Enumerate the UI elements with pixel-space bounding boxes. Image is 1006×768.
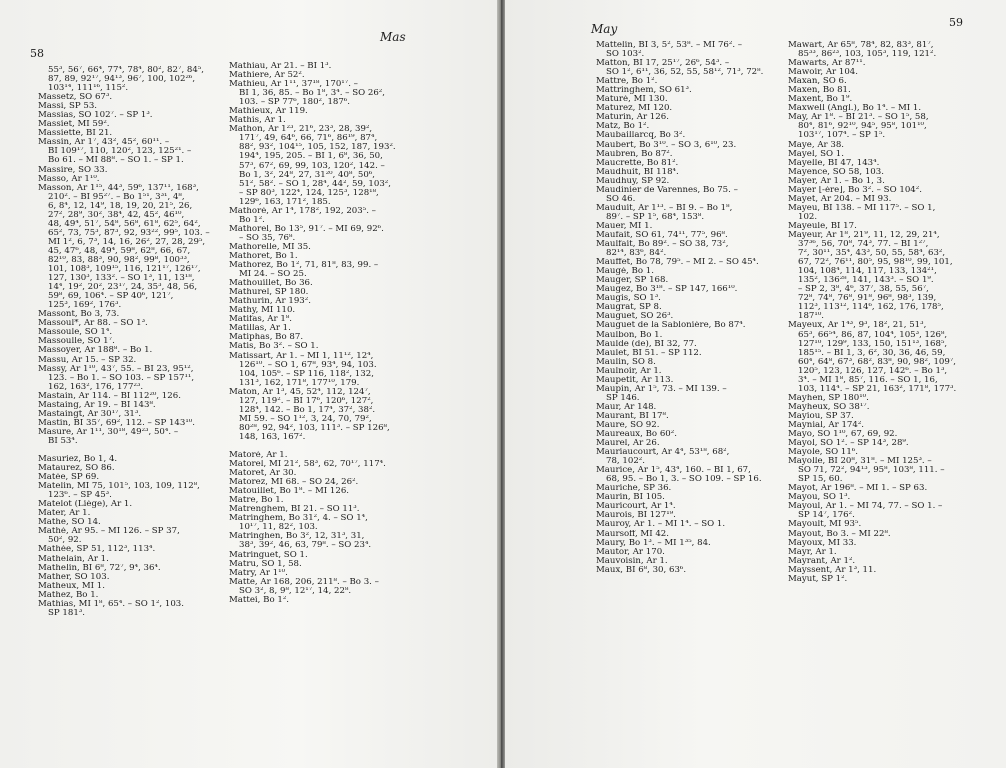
index-entry: Maynial, Ar 174².	[788, 420, 865, 430]
index-entry-continuation: 127, 119². – BI 17⁶, 120⁶, 127²,	[239, 396, 374, 406]
index-entry: Mayiou, SP 37.	[788, 411, 854, 421]
index-entry: Mathoret, Bo 1.	[229, 251, 298, 261]
index-entry: Mathez, Bo 1.	[38, 590, 99, 600]
index-entry-continuation: MI 59. – SO 1¹², 3, 24, 70, 79²,	[239, 414, 372, 424]
index-entry: Matillas, Ar 1.	[229, 324, 291, 334]
index-entry-continuation: 57³, 67², 69, 99, 103, 120², 142. –	[239, 161, 385, 171]
index-entry: Mayr, Ar 1.	[788, 547, 837, 557]
index-entry: Maurice, Ar 1⁵, 43⁴, 160. – BI 1, 67,	[596, 466, 751, 476]
index-entry: Mattre, Bo 1².	[596, 77, 658, 87]
index-entry-continuation: 129⁶, 163, 171², 185.	[239, 197, 331, 207]
index-entry: Mayoult, MI 93⁵.	[788, 520, 862, 530]
index-entry: Mayeux, Ar 1⁴³, 9³, 18², 21, 51³,	[788, 321, 927, 331]
index-entry-continuation: 103. – SP 77⁶, 180², 187⁶.	[239, 98, 351, 108]
index-entry: Mathorelle, MI 35.	[229, 242, 311, 252]
index-entry: Maturin, Ar 126.	[596, 113, 669, 123]
index-entry: Mathy, MI 110.	[229, 306, 296, 316]
index-entry: Mater, Ar 1.	[38, 509, 91, 519]
index-entry: Mathelain, Ar 1.	[38, 554, 109, 564]
index-entry: Maulbon, Bo 1.	[596, 330, 663, 340]
index-entry-continuation: SO 1², 6¹¹, 36, 52, 55, 58¹², 71³, 72⁸.	[606, 68, 764, 78]
index-entry: Massoulle, SO 1⁷.	[38, 337, 115, 347]
running-head: Mas	[380, 30, 406, 44]
index-entry-continuation: 162, 163², 176, 177²³.	[48, 382, 144, 392]
index-entry-continuation: – SP 80³, 122⁴, 124, 125³, 128¹⁸,	[239, 188, 379, 198]
index-entry: Massi, SP 53.	[38, 102, 98, 112]
index-entry: Mayel, SO 1.	[788, 149, 844, 159]
index-entry: Maudhuy, SP 92.	[596, 176, 670, 186]
index-entry-continuation: SP 14⁷, 176².	[798, 511, 855, 521]
index-entry-continuation: 10¹⁷, 11, 82², 103.	[239, 523, 318, 533]
index-entry-continuation: BI 1, 36, 85. – Bo 1⁸, 3⁴. – SO 26²,	[239, 89, 385, 99]
index-entry-continuation: 80²⁸, 92, 94², 103, 111³. – SP 126⁸,	[239, 423, 390, 433]
index-column-3	[596, 41, 788, 575]
index-entry: Mayeule, BI 17.	[788, 221, 857, 231]
index-entry: Mayhen, SP 180¹⁰.	[788, 393, 869, 403]
index-entry: Massu, Ar 15. – SP 32.	[38, 355, 137, 365]
index-entry: Mayeu, BI 138. – MI 117⁵. – SO 1,	[788, 203, 936, 213]
index-entry: Matte, Ar 168, 206, 211⁸. – Bo 3. –	[229, 577, 379, 587]
index-entry: Mathieux, Ar 119.	[229, 107, 308, 117]
index-entry: Maxent, Bo 1⁹.	[788, 95, 853, 105]
index-entry: Mautor, Ar 170.	[596, 547, 665, 557]
index-entry-continuation: 65², 73, 75³, 87³, 92, 93²², 99⁵, 103. –	[48, 228, 210, 238]
index-entry: Maturé, MI 130.	[596, 95, 668, 105]
index-entry-continuation: 27², 28⁹, 30², 38⁴, 42, 45², 46¹⁰,	[48, 210, 185, 220]
index-entry: Mayut, SP 1².	[788, 574, 848, 584]
index-entry: Mataurez, SO 86.	[38, 464, 115, 474]
index-entry-continuation: – SP 2, 3⁸, 4⁶, 37⁷, 38, 55, 56⁷,	[798, 285, 929, 295]
index-entry: Maubren, Bo 87².	[596, 149, 673, 159]
index-entry: Matelot (Liège), Ar 1.	[38, 500, 133, 510]
index-entry-continuation: 187¹⁰.	[798, 312, 825, 322]
index-entry: Maucrette, Bo 81².	[596, 158, 679, 168]
index-entry: Maugis, SO 1³.	[596, 294, 661, 304]
index-entry: Matouillet, Bo 1⁸. – MI 126.	[229, 487, 350, 497]
index-entry: Maudhuit, BI 118⁴.	[596, 167, 679, 177]
index-entry: Mauriaucourt, Ar 4⁴, 53¹⁸, 68²,	[596, 448, 730, 458]
index-entry-continuation: 112³, 113¹², 114⁶, 162, 176, 178⁵,	[798, 303, 944, 313]
index-entry-continuation: 59⁸, 69, 106⁴. – SP 40⁶, 121⁷,	[48, 292, 174, 302]
index-entry: Mastain, Ar 114. – BI 112²⁰, 126.	[38, 391, 181, 401]
index-entry: Mayet, Ar 204. – MI 93.	[788, 194, 892, 204]
index-entry	[38, 446, 223, 455]
index-column-4	[788, 41, 993, 584]
index-entry-continuation: 148, 163, 167².	[239, 432, 306, 442]
index-entry	[229, 442, 419, 451]
index-entry-continuation: SO 3², 8, 9⁸, 12¹⁷, 14, 22⁸.	[239, 586, 352, 596]
index-entry-continuation: 50², 92.	[48, 536, 82, 546]
index-entry: Mayer [-ère], Bo 3². – SO 104².	[788, 185, 922, 195]
index-entry: Mauduit, Ar 1¹³. – BI 9. – Bo 1⁸,	[596, 203, 733, 213]
index-entry: Mauguet, SO 26³.	[596, 312, 674, 322]
index-entry-continuation: 120⁵, 123, 126, 127, 142⁶. – Bo 1³,	[798, 366, 948, 376]
index-entry-continuation: 38³, 39², 46, 63, 79⁸. – SO 23⁴.	[239, 541, 372, 551]
index-entry: Mattelin, BI 3, 5², 53⁸. – MI 76². –	[596, 41, 743, 50]
index-entry: Maye, Ar 38.	[788, 140, 845, 150]
index-entry: Maulnoir, Ar 1.	[596, 366, 662, 376]
index-entry: Matringhem, Bo 31², 4. – SO 1⁴,	[229, 514, 368, 524]
index-entry: Mayer, Ar 1. – Bo 1, 3.	[788, 176, 885, 186]
index-entry: Matry, Ar 1¹⁰.	[229, 568, 288, 578]
index-entry: Mathurel, SP 180.	[229, 288, 309, 298]
index-entry: Mayssent, Ar 1³, 11.	[788, 565, 877, 575]
index-entry: Matorel, MI 21², 58³, 62, 70¹⁷, 117⁴.	[229, 460, 386, 470]
index-entry-continuation: 45, 47⁶, 48, 49⁴, 59⁸, 62⁸, 66, 67,	[48, 246, 191, 256]
index-entry: Matorez, MI 68. – SO 24, 26².	[229, 478, 359, 488]
index-column-2	[229, 62, 419, 605]
index-entry: Massiet, MI 59².	[38, 120, 110, 130]
index-entry: Mathouillet, Bo 36.	[229, 279, 313, 289]
index-entry-continuation: 127¹⁰, 129⁹, 133, 150, 151¹³, 168⁵,	[798, 339, 948, 349]
index-entry: Mathée, SP 51, 112³, 113⁴.	[38, 545, 156, 555]
index-entry: Matringhen, Bo 3², 12, 31³, 31,	[229, 532, 365, 542]
index-entry: Massin, Ar 1⁷, 43², 45², 60¹¹. –	[38, 138, 170, 148]
index-entry-continuation: 55³, 56⁷, 66⁴, 77⁴, 78⁴, 80², 82⁷, 84⁵,	[48, 66, 205, 75]
index-entry: Mayoul, Ar 1. – MI 74, 77. – SO 1. –	[788, 502, 943, 512]
index-entry: Massoyer, Ar 188⁸. – Bo 1.	[38, 346, 153, 356]
index-entry: Massoule, SO 1⁴.	[38, 328, 113, 338]
index-entry-continuation: – SO 35, 76⁸.	[239, 233, 296, 243]
index-entry-continuation: 103¹⁷, 107⁴. – SP 1⁵.	[798, 131, 886, 141]
index-entry: May, Ar 1⁸. – BI 21³. – SO 1⁵, 58,	[788, 113, 929, 123]
index-entry: Matz, Bo 1².	[596, 122, 650, 132]
index-entry: Maurel, Ar 26.	[596, 439, 660, 449]
index-entry: Matheux, MI 1.	[38, 581, 105, 591]
index-entry-continuation: Bo 61. – MI 88⁸. – SO 1. – SP 1.	[48, 156, 184, 166]
index-entry-continuation: 131³, 162, 171⁸, 177¹⁰, 179.	[239, 378, 360, 388]
index-entry-continuation: 51², 58². – SO 1, 28⁴, 44², 59, 103²,	[239, 179, 391, 189]
index-entry: Mathieu, Ar 1¹¹, 37¹⁸, 170¹⁷. –	[229, 80, 358, 90]
index-entry: Masson, Ar 1¹⁵, 44³, 59⁶, 137¹¹, 168³,	[38, 183, 199, 193]
index-entry: Maugez, Bo 3¹⁸. – SP 147, 166¹⁰.	[596, 285, 738, 295]
index-entry: Maufait, SO 61, 74¹¹, 77⁵, 96⁸.	[596, 230, 728, 240]
index-entry: Mathiere, Ar 52².	[229, 71, 305, 81]
index-entry-continuation: MI 1², 6, 7³, 14, 16, 26², 27, 28, 29⁵,	[48, 237, 206, 247]
index-entry-continuation: 135², 136²⁸, 141, 143³. – SO 1⁹.	[798, 276, 934, 286]
index-entry: Maugrat, SP 8.	[596, 303, 662, 313]
index-entry: Massiette, BI 21.	[38, 129, 113, 139]
index-entry: Mayheux, SO 38¹⁷.	[788, 402, 870, 412]
index-entry-continuation: MI 24. – SO 25.	[239, 270, 307, 280]
index-entry: Mauroy, Ar 1. – MI 1⁴. – SO 1.	[596, 520, 726, 530]
index-entry: Mauger, SP 168.	[596, 276, 669, 286]
index-entry: Maulin, SO 8.	[596, 357, 656, 367]
index-entry: Mauriche, SP 36.	[596, 484, 672, 494]
index-entry: Massoul*, Ar 88. – SO 1³.	[38, 319, 148, 329]
index-entry: Maudinier de Varennes, Bo 75. –	[596, 185, 738, 195]
index-entry-continuation: 3⁴. – MI 1⁸, 85⁷, 116. – SO 1, 16,	[798, 375, 938, 385]
index-entry-continuation: 37³⁶, 56, 70⁸, 74³, 77. – BI 1²⁷,	[798, 240, 929, 250]
index-entry: Mathurin, Ar 193².	[229, 297, 311, 307]
index-entry-continuation: 127, 130³, 133². – SO 1³, 11, 13¹⁸,	[48, 274, 195, 284]
index-entry-continuation: 89⁷. – SP 1⁵, 68⁴, 153⁸.	[606, 212, 705, 222]
index-entry: Matru, SO 1, 58.	[229, 559, 302, 569]
index-entry: Maury, Bo 1³. – MI 1³⁵, 84.	[596, 538, 711, 548]
page-number: 58	[30, 47, 44, 60]
index-entry: Maupin, Ar 1⁵, 73. – MI 139. –	[596, 384, 727, 394]
index-entry: Mauvoisin, Ar 1.	[596, 556, 668, 566]
index-entry: Maursoff, MI 42.	[596, 529, 670, 539]
index-entry: Maupetit, Ar 113.	[596, 375, 674, 385]
index-entry-continuation: 6, 8⁴, 12, 14⁹, 18, 19, 20, 21⁵, 26,	[48, 201, 193, 211]
index-entry: Maxwell (Angl.), Bo 1⁴. – MI 1.	[788, 104, 922, 114]
index-entry: Masso, Ar 1¹⁰.	[38, 174, 100, 184]
index-entry-continuation: 14⁴, 19², 20², 23¹⁷, 24, 35³, 48, 56,	[48, 283, 198, 293]
index-entry-continuation: 60⁴, 64⁸, 67³, 68², 83⁸, 90, 98², 109⁷,	[798, 357, 957, 367]
index-entry-continuation: 210². – BI 95²⁷. – Bo 1⁵¹, 3³¹, 4⁸,	[48, 192, 185, 202]
index-entry: Masuriez, Bo 1, 4.	[38, 455, 118, 465]
index-entry: Mattringhem, SO 61³.	[596, 86, 692, 96]
index-entry-continuation: 78, 102².	[606, 457, 645, 467]
index-entry: Mayot, Ar 196⁸. – MI 1. – SP 63.	[788, 484, 928, 494]
index-entry: Mayeur, Ar 1⁸, 21⁹, 11, 12, 29, 21⁴,	[788, 230, 940, 240]
index-entry-continuation: 126¹⁰. – SO 1, 67⁸, 93⁴, 94, 103.	[239, 360, 377, 370]
index-entry: Mawart, Ar 65⁸, 78⁴, 82, 83³, 81⁷,	[788, 41, 934, 50]
index-entry: Mathiau, Ar 21. – BI 1³.	[229, 62, 332, 71]
index-entry: Maugé, Bo 1.	[596, 267, 654, 277]
index-entry: Matoret, Ar 30.	[229, 469, 297, 479]
index-entry: Mayrant, Ar 1².	[788, 556, 856, 566]
index-entry: Mathe, SO 14.	[38, 518, 101, 528]
index-entry: Maturez, MI 120.	[596, 104, 673, 114]
index-entry: Mastaing, Ar 19. – BI 143⁸.	[38, 400, 156, 410]
index-entry: Mathorez, Bo 1², 71, 81⁸, 83, 99. –	[229, 261, 379, 271]
index-entry: Mathelin, BI 6⁸, 72⁷, 9⁴, 36⁴.	[38, 563, 161, 573]
index-entry-continuation: 72⁸, 74⁸, 76⁸, 91⁸, 96⁸, 98³, 139,	[798, 294, 937, 304]
index-entry-continuation: 125³, 169², 176³.	[48, 301, 122, 311]
index-entry: Matton, BI 17, 25¹⁷, 26⁶, 54³. –	[596, 59, 730, 69]
index-entry: Matiphas, Bo 87.	[229, 333, 304, 343]
index-entry-continuation: SO 103².	[606, 50, 645, 60]
index-entry-continuation: 104, 108⁴, 114, 117, 133, 134²¹,	[798, 267, 937, 277]
index-entry: Mather, SO 103.	[38, 572, 110, 582]
index-entry: Maureaux, Bo 60².	[596, 430, 677, 440]
index-entry: Mathias, MI 1⁸, 65⁴. – SO 1², 103.	[38, 599, 185, 609]
index-entry: Mauffet, Bo 78, 79⁵. – MI 2. – SO 45⁴.	[596, 258, 759, 268]
index-entry-continuation: 101, 108³, 109¹⁵, 116, 121¹⁷, 126¹⁷,	[48, 265, 201, 275]
index-entry-continuation: 104, 105⁶. – SP 116, 118², 132,	[239, 369, 374, 379]
index-entry: Mayou, SO 1³.	[788, 493, 851, 503]
index-entry-continuation: 68, 95. – Bo 1, 3. – SO 109. – SP 16.	[606, 475, 762, 485]
index-entry: Matelin, MI 75, 101⁵, 103, 109, 112⁸,	[38, 482, 200, 492]
index-entry: Massias, SO 102⁷. – SP 1³.	[38, 111, 153, 121]
index-entry: Mayole, SO 11⁶.	[788, 448, 859, 458]
index-entry: Maurant, BI 17⁸.	[596, 411, 669, 421]
index-entry-continuation: 128⁴, 142. – Bo 1, 17⁴, 37², 38².	[239, 405, 376, 415]
index-entry: Matrenghem, BI 21. – SO 11³.	[229, 505, 360, 515]
index-entry: Matre, Bo 1.	[229, 496, 284, 506]
index-entry: Mauricourt, Ar 1⁴.	[596, 502, 676, 512]
index-entry-continuation: 88², 93², 104¹⁵, 105, 152, 187, 193².	[239, 143, 396, 153]
index-entry: Mayence, SO 58, 103.	[788, 167, 884, 177]
index-entry: Mawoir, Ar 104.	[788, 68, 859, 78]
index-entry: Maur, Ar 148.	[596, 402, 657, 412]
index-entry-continuation: BI 109¹⁷, 110, 120², 123, 125²¹. –	[48, 147, 192, 157]
index-entry: Mathoré, Ar 1⁴, 178², 192, 203⁵. –	[229, 206, 376, 216]
index-entry-continuation: 80⁴, 81⁶, 92¹⁰, 94⁵, 95⁸, 101¹⁰,	[798, 122, 927, 132]
index-entry-continuation: 123⁶. – SP 45³.	[48, 491, 112, 501]
index-entry: Mayolle, BI 20⁸, 31⁸. – MI 125³. –	[788, 457, 932, 467]
index-entry-continuation: 87, 89, 92¹⁷, 94¹³, 96⁷, 100, 102²⁶,	[48, 75, 196, 85]
index-entry: Massetz, SO 67³.	[38, 93, 113, 103]
index-entry: Mathorel, Bo 13⁵, 91⁷. – MI 69, 92⁶.	[229, 224, 384, 234]
index-entry-continuation: BI 53⁴.	[48, 436, 78, 446]
index-column-1	[38, 66, 223, 618]
index-entry-continuation: Bo 1².	[239, 215, 265, 225]
index-entry: Mastaingt, Ar 30¹⁷, 31³.	[38, 409, 142, 419]
index-entry: Matée, SP 69.	[38, 473, 100, 483]
running-head: May	[591, 22, 618, 36]
index-entry: Maulde (de), BI 32, 77.	[596, 339, 697, 349]
index-entry-continuation: 82¹⁴, 83⁶, 84².	[606, 249, 667, 259]
right-page	[505, 0, 1006, 768]
index-entry-continuation: 85³³, 86²³, 103, 105³, 119, 121².	[798, 50, 937, 60]
index-entry: Maubaillarcq, Bo 3².	[596, 131, 686, 141]
index-entry: Mattei, Bo 1².	[229, 595, 289, 605]
page-number: 59	[949, 16, 963, 29]
index-entry: Maulfait, Bo 89². – SO 38, 73²,	[596, 240, 729, 250]
index-entry-continuation: 103¹⁴, 111¹⁶, 115².	[48, 84, 129, 94]
index-entry: Massy, Ar 1¹⁰, 43⁷, 55. – BI 23, 95¹²,	[38, 364, 194, 374]
index-entry: Matissart, Ar 1. – MI 1, 11¹², 12⁴,	[229, 351, 374, 361]
index-entry: Matifas, Ar 1⁸.	[229, 315, 292, 325]
index-entry: Mauer, MI 1.	[596, 221, 653, 231]
index-entry-continuation: SP 146.	[606, 393, 640, 403]
index-entry: Mayo, SO 1¹⁰, 67, 69, 92.	[788, 430, 898, 440]
index-entry: Mastin, BI 35⁷, 69², 112. – SP 143¹⁰.	[38, 418, 195, 428]
index-entry: Matis, Bo 3². – SO 1.	[229, 342, 319, 352]
index-entry-continuation: 194⁴, 195, 205. – BI 1, 6⁸, 36, 50,	[239, 152, 383, 162]
index-entry: Maure, SO 92.	[596, 420, 660, 430]
index-entry-continuation: 185¹⁵. – BI 1, 3, 6², 30, 36, 46, 59,	[798, 348, 946, 358]
index-entry-continuation: Bo 1, 3², 24⁸, 27, 31²⁰, 40⁸, 50⁶,	[239, 170, 376, 180]
index-entry: Mayol, SO 1². – SP 14³, 28⁹.	[788, 439, 909, 449]
index-entry-continuation: 48, 49⁴, 51⁷, 54⁸, 56⁸, 61⁸, 62⁵, 64²,	[48, 219, 201, 229]
index-entry-continuation: SO 46.	[606, 194, 636, 204]
index-entry: Maxan, SO 6.	[788, 77, 847, 87]
index-entry: Matoré, Ar 1.	[229, 451, 288, 461]
index-entry: Mauguet de la Sablonière, Bo 87⁴.	[596, 321, 746, 331]
index-entry-continuation: 82¹⁰, 83, 88³, 90, 98², 99⁸, 100³³,	[48, 255, 190, 265]
index-entry-continuation: SP 15, 60.	[798, 475, 843, 485]
index-entry-continuation: 171⁷, 49, 64⁶, 66, 71⁶, 86¹⁹, 87⁴,	[239, 134, 378, 144]
index-entry-continuation: SP 181³.	[48, 608, 85, 618]
index-entry: Maxen, Bo 81.	[788, 86, 851, 96]
index-entry-continuation: 103, 114⁴. – SP 21, 163², 171⁸, 177³.	[798, 384, 957, 394]
index-entry: Mathis, Ar 1.	[229, 116, 286, 126]
index-entry: Mathé, Ar 95. – MI 126. – SP 37,	[38, 527, 180, 537]
index-entry: Mawarts, Ar 87¹¹.	[788, 59, 866, 69]
index-entry: Maurois, BI 127¹⁹.	[596, 511, 676, 521]
index-entry: Maton, Ar 1³, 45, 52⁴, 112, 124⁷,	[229, 387, 371, 397]
index-entry: Mathon, Ar 1²³, 21⁶, 23³, 28, 39²,	[229, 125, 373, 135]
left-page	[0, 0, 497, 768]
index-entry: Maux, BI 6⁸, 30, 63⁶.	[596, 565, 687, 575]
index-entry: Massire, SO 33.	[38, 165, 108, 175]
index-entry-continuation: 65³, 66⁵⁴, 86, 87, 104⁴, 105³, 126⁸,	[798, 330, 948, 340]
index-entry-continuation: 102.	[798, 212, 818, 222]
index-entry-continuation: 7², 30¹¹, 35⁴, 43³, 50, 55, 58⁴, 63²,	[798, 249, 946, 259]
book-gutter	[497, 0, 505, 768]
index-entry: Mayout, Bo 3. – MI 22⁸.	[788, 529, 891, 539]
index-entry-continuation: SO 71, 72², 94¹³, 95⁸, 103⁸, 111. –	[798, 466, 945, 476]
index-entry: Masure, Ar 1¹¹, 30¹⁸, 49²³, 50⁴. –	[38, 427, 179, 437]
index-entry: Maulet, BI 51. – SP 112.	[596, 348, 702, 358]
index-entry: Maubert, Bo 3¹⁰. – SO 3, 6¹⁰, 23.	[596, 140, 737, 150]
index-entry-continuation: 123. – Bo 1. – SO 103. – SP 157¹¹,	[48, 373, 195, 383]
index-entry: Mayoux, MI 33.	[788, 538, 857, 548]
index-entry: Mayelle, BI 47, 143⁴.	[788, 158, 880, 168]
index-entry: Maurin, BI 105.	[596, 493, 665, 503]
index-entry: Massont, Bo 3, 73.	[38, 310, 120, 320]
index-entry-continuation: 67, 72², 76¹¹, 80⁵, 95, 98¹⁰, 99, 101,	[798, 258, 953, 268]
index-entry: Matringuet, SO 1.	[229, 550, 308, 560]
